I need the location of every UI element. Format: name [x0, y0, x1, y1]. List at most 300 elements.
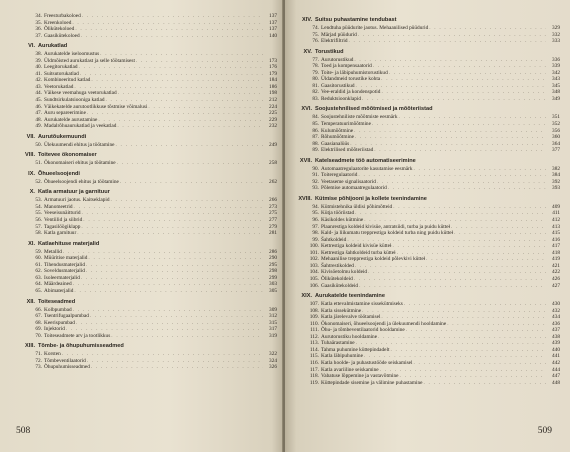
entry-page: 384: [552, 172, 560, 179]
entry-title: Soojustehniliste mõõtmiste eesmärk: [321, 114, 398, 121]
entry-title: Õhupuhumisseadmed: [44, 364, 90, 371]
entry-page: 436: [552, 320, 560, 327]
entry-title: Kreenkoloed: [44, 19, 72, 26]
entry-number: 65.: [35, 287, 42, 294]
entry-number: 45.: [35, 97, 42, 104]
chapter-heading: [295, 102, 560, 114]
entry-page: 317: [269, 326, 277, 333]
entry-page: 377: [552, 147, 560, 154]
entry-title: Korsten: [44, 351, 61, 358]
entry-title: Auru separeerimine: [44, 110, 86, 117]
dot-leader: [119, 179, 263, 186]
entry-title: Toiteregulaatorid: [321, 172, 358, 179]
entry-number: 119.: [309, 379, 319, 386]
chapter-title: Tõmbe- ja õhupuhumisseadmed: [38, 343, 124, 350]
dot-leader: [90, 364, 263, 371]
entry-page: 439: [552, 340, 560, 347]
entry-title: Mehaanilise trepprestiga koldeid põlevkivi kütteł: [321, 256, 426, 263]
chapter-number: XV.: [303, 48, 312, 55]
entry-title: Katla ettevalmistamine sissekütmiseks: [321, 301, 403, 308]
entry-number: 59.: [35, 248, 42, 255]
dot-leader: [73, 288, 263, 295]
chapter-title: Aurutõukemuundi: [38, 133, 87, 140]
chapter-heading: [295, 289, 560, 301]
entry-number: 48.: [35, 116, 42, 123]
chapter-heading: [295, 45, 560, 57]
entry-number: 60.: [35, 255, 42, 262]
entry-page: 442: [552, 359, 560, 366]
entry-number: 49.: [35, 123, 42, 130]
entry-title: Ökonomaiseri ehitus ja töötamine: [44, 160, 116, 167]
entry-number: 107.: [309, 301, 319, 308]
entry-page: 440: [552, 346, 560, 353]
entry-number: 68.: [35, 319, 42, 326]
entry-number: 112.: [309, 333, 319, 340]
entry-title: Kald- ja liikumatu trepprestiga koldeid turba ning puidu kütteł: [321, 230, 454, 237]
chapter-title: Õhueelsoojendi: [38, 170, 80, 177]
right-page: [285, 0, 570, 452]
entry-title: Väikese veemahuga veetorukatlad: [44, 90, 117, 97]
page-number: 508: [16, 426, 31, 436]
entry-title: Toiteseadmete arv ja tootlikkus: [44, 332, 111, 339]
entry-page: 412: [552, 217, 560, 224]
entry-title: Ülekuumendi ehitus ja töötamine: [44, 141, 115, 148]
entry-page: 392: [552, 178, 560, 185]
entry-page: 419: [552, 256, 560, 263]
entry-page: 309: [269, 306, 277, 313]
entry-page: 299: [269, 274, 277, 281]
entry-number: 72.: [35, 357, 42, 364]
chapter-title: Soojustehnilised mõõtmised ja mõõteriistad: [315, 106, 433, 113]
entry-number: 41.: [35, 70, 42, 77]
entry-title: Kulumõõtmine: [321, 127, 354, 134]
entry-page: 266: [269, 197, 277, 204]
entry-page: 329: [552, 25, 560, 31]
toc-entry: [18, 364, 277, 371]
entry-number: 114.: [309, 346, 319, 353]
chapter-number: VII.: [26, 133, 35, 140]
entry-title: Gaasitorustikud: [321, 82, 355, 89]
entry-page: 333: [552, 38, 560, 45]
entry-page: 349: [552, 95, 560, 102]
entry-number: 86.: [312, 127, 319, 134]
entry-page: 137: [269, 19, 277, 26]
entry-page: 438: [552, 333, 560, 340]
entry-title: Freesturbakoloed: [44, 13, 81, 19]
entry-number: 103.: [309, 262, 319, 269]
entry-title: Gaasikütekoldeid: [321, 282, 359, 289]
entry-title: Märjad püüdurid: [321, 31, 357, 38]
entry-title: Õlikütekoloed: [44, 26, 75, 33]
entry-number: 52.: [35, 178, 42, 185]
entry-number: 115.: [309, 353, 319, 360]
entry-title: Lendtuha püüdurite jaotus. Mehaanilised püüdurid: [321, 25, 429, 31]
dot-leader: [80, 33, 263, 40]
entry-title: Aurutorustiku hooldamine: [321, 333, 378, 340]
entry-page: 382: [552, 165, 560, 172]
entry-page: 319: [269, 332, 277, 339]
entry-title: Plaanrestiga koldeid kivisüe, antratsiidi, turba ja puidu kütteł: [321, 223, 451, 230]
entry-title: Vee-eraldid ja kondenspotid: [321, 89, 381, 96]
entry-number: 57.: [35, 223, 42, 230]
entry-page: 225: [269, 110, 277, 117]
entry-page: 416: [552, 236, 560, 243]
chapter-number: XIII.: [25, 343, 35, 350]
entry-number: 92.: [312, 178, 319, 185]
entry-number: 108.: [309, 307, 319, 314]
entry-page: 413: [552, 223, 560, 230]
entry-page: 273: [269, 203, 277, 210]
chapter-title: Toiteseadmed: [38, 298, 76, 305]
entry-page: 303: [269, 281, 277, 288]
entry-number: 75.: [312, 31, 319, 38]
entry-title: Madalrõhuaurukatlad ja veekatlad: [44, 123, 117, 130]
entry-number: 40.: [35, 64, 42, 71]
entry-page: 356: [552, 127, 560, 134]
toc-left: [18, 13, 277, 371]
entry-title: Injektorid: [44, 326, 65, 333]
chapter-title: Aurukatlad: [38, 43, 68, 50]
entry-title: Tsentrifugaalpumbad: [44, 313, 89, 320]
entry-page: 137: [269, 26, 277, 33]
dot-leader: [116, 160, 263, 167]
entry-page: 409: [552, 203, 560, 210]
entry-title: Veeseisunäitturid: [44, 210, 81, 217]
entry-number: 58.: [35, 230, 42, 237]
entry-number: 110.: [309, 320, 319, 327]
entry-title: Õhu- ja tõmbeventilaatorid hooldamine: [321, 327, 405, 334]
entry-page: 137: [269, 13, 277, 19]
chapter-title: Torustikud: [315, 48, 344, 55]
entry-title: Elektrilised mõõteriistad: [321, 147, 374, 154]
entry-page: 258: [269, 160, 277, 167]
entry-title: Tagasilöögiklapp: [44, 223, 81, 230]
entry-number: 56.: [35, 217, 42, 224]
entry-title: Ökonomaiseri, õhueelsoojendi ja ülekuumendi hooldamine: [321, 320, 447, 327]
entry-title: Põlemise automaatregulaatorid: [321, 185, 387, 192]
entry-page: 232: [269, 123, 277, 130]
entry-number: 34.: [35, 13, 42, 19]
entry-number: 35.: [35, 19, 42, 26]
entry-number: 116.: [309, 359, 319, 366]
entry-title: Kombineeritud katlad: [44, 77, 91, 84]
entry-number: 67.: [35, 313, 42, 320]
chapter-number: XVII.: [299, 157, 312, 164]
entry-number: 64.: [35, 281, 42, 288]
entry-title: Armatuuri jaotus. Kaitseklapid: [44, 197, 110, 204]
entry-page: 140: [269, 32, 277, 39]
entry-title: Soveldusmaterjalid: [44, 268, 85, 275]
entry-page: 444: [552, 366, 560, 373]
entry-title: Veetorukatlad: [44, 83, 74, 90]
entry-page: 447: [552, 373, 560, 380]
entry-page: 275: [269, 210, 277, 217]
entry-title: Veetaseme signalisaatorid: [321, 178, 376, 185]
entry-number: 71.: [35, 351, 42, 358]
entry-number: 66.: [35, 306, 42, 313]
entry-number: 105.: [309, 275, 319, 282]
entry-number: 73.: [35, 364, 42, 371]
entry-title: Šahtkoldeid: [321, 236, 347, 243]
chapter-title: Katlaehituse materjalid: [38, 240, 100, 247]
entry-title: Šahtrestikolded: [321, 262, 354, 269]
entry-number: 81.: [312, 82, 319, 89]
chapter-heading: [18, 295, 277, 307]
entry-number: 76.: [312, 38, 319, 45]
entry-title: Õlikütekoldeid: [321, 275, 353, 282]
entry-page: 352: [552, 121, 560, 128]
entry-number: 62.: [35, 268, 42, 275]
entry-number: 96.: [312, 217, 319, 224]
entry-page: 229: [269, 116, 277, 123]
entry-number: 93.: [312, 185, 319, 192]
entry-number: 104.: [309, 269, 319, 276]
entry-page: 343: [552, 76, 560, 83]
entry-title: Üldandmeid torustike kohta: [321, 76, 381, 83]
entry-title: Katla avariiline seiskamine: [321, 366, 379, 373]
entry-page: 411: [552, 210, 560, 217]
entry-number: 44.: [35, 90, 42, 97]
chapter-heading: [295, 13, 560, 25]
toc-right: [295, 13, 560, 386]
entry-title: Ventiilid ja siibrid: [44, 217, 83, 224]
entry-title: Väikekatelde aurutootlikkuse tõstmise võimalusi: [44, 103, 148, 110]
entry-title: Katla sissekütmine: [321, 307, 362, 314]
entry-page: 322: [269, 351, 277, 358]
entry-number: 88.: [312, 140, 319, 147]
entry-number: 97.: [312, 223, 319, 230]
entry-page: 360: [552, 134, 560, 141]
entry-page: 430: [552, 301, 560, 308]
entry-page: 441: [552, 353, 560, 360]
chapter-heading: [295, 192, 560, 204]
chapter-heading: [18, 237, 277, 249]
entry-page: 324: [269, 357, 277, 364]
dot-leader: [423, 380, 547, 387]
entry-title: Kettrestiga šahtkoldeid turba kütteł: [321, 249, 396, 256]
entry-title: Aurukatelde iseloomustus: [44, 51, 100, 58]
entry-page: 421: [552, 262, 560, 269]
entry-page: 279: [269, 223, 277, 230]
entry-title: Isoleermaterjalid: [44, 274, 80, 281]
entry-number: 90.: [312, 165, 319, 172]
chapter-number: XVIII.: [298, 195, 312, 202]
entry-number: 74.: [312, 25, 319, 31]
entry-page: 342: [552, 69, 560, 76]
entry-page: 179: [269, 70, 277, 77]
entry-title: Gaasikütekoloed: [44, 32, 80, 39]
entry-page: 312: [269, 313, 277, 320]
entry-title: Katla läbipuhumine: [321, 353, 363, 360]
entry-number: 80.: [312, 76, 319, 83]
dot-leader: [114, 142, 263, 149]
entry-title: Määrdeained: [44, 281, 72, 288]
chapter-title: Katelseadmete töö automatiseerimine: [315, 157, 416, 164]
dot-leader: [116, 123, 263, 130]
entry-title: Temperatuurimõõtmine: [321, 121, 371, 128]
entry-number: 109.: [309, 314, 319, 321]
entry-title: Aurukatelde aurustamine: [44, 116, 98, 123]
entry-title: Kütja tööriistad: [321, 210, 355, 217]
chapter-number: XVI.: [301, 106, 312, 113]
entry-number: 99.: [312, 236, 319, 243]
entry-number: 39.: [35, 57, 42, 64]
entry-title: Vabatuse lõppemine ja vastavõtmine: [321, 373, 399, 380]
entry-number: 38.: [35, 51, 42, 58]
entry-number: 84.: [312, 114, 319, 121]
entry-page: 426: [552, 275, 560, 282]
entry-page: 298: [269, 268, 277, 275]
entry-title: Tahma puhumine küttepindadelt: [321, 346, 390, 353]
entry-page: 262: [269, 178, 277, 185]
entry-page: 332: [552, 31, 560, 38]
entry-number: 37.: [35, 32, 42, 39]
entry-title: Katla järelevalve töötamisel: [321, 314, 381, 321]
entry-title: Õhueelsoojendi ehitus ja töötamine: [44, 178, 119, 185]
entry-number: 70.: [35, 332, 42, 339]
toc-entry: [295, 380, 560, 387]
chapter-number: VI.: [28, 43, 35, 50]
entry-number: 42.: [35, 77, 42, 84]
chapter-heading: [18, 39, 277, 51]
entry-title: Elektrifiltrid: [321, 38, 348, 45]
chapter-heading: [18, 185, 277, 197]
entry-number: 89.: [312, 147, 319, 154]
entry-title: Müüritise materjalid: [44, 255, 88, 262]
entry-page: 415: [552, 230, 560, 237]
entry-page: 393: [552, 185, 560, 192]
entry-title: Rõhumõõtmine: [321, 134, 354, 141]
entry-number: 51.: [35, 160, 42, 167]
entry-title: Üldmõisted aurukatlast ja selle töötamisest: [44, 57, 135, 64]
entry-number: 100.: [309, 243, 319, 250]
chapter-title: Katla armatuur ja garnituur: [38, 189, 110, 196]
entry-page: 339: [552, 63, 560, 70]
entry-number: 85.: [312, 121, 319, 128]
entry-title: Tihendusmaterjalid: [44, 261, 85, 268]
entry-title: Tõmbeventilaatorid: [44, 357, 86, 364]
entry-title: Automaatregulaatorite kasutamise eesmärk: [321, 165, 413, 172]
entry-title: Sundtsirkulatsiooniga katlad: [44, 97, 105, 104]
entry-title: Kivisöetolmu koldeid: [321, 269, 368, 276]
chapter-title: Suitsu puhastamine tendubast: [315, 17, 397, 23]
chapter-heading: [18, 148, 277, 160]
entry-title: Reduktsioonklapid: [321, 95, 362, 102]
chapter-number: XIV.: [301, 17, 312, 23]
entry-number: 94.: [312, 203, 319, 210]
dot-leader: [347, 38, 546, 45]
chapter-heading: [18, 167, 277, 179]
entry-page: 348: [552, 89, 560, 96]
entry-title: Kütmistehnika üldisi põhimõtteid: [321, 203, 393, 210]
chapter-number: X.: [29, 189, 35, 196]
chapter-number: XIX.: [301, 293, 312, 300]
entry-number: 36.: [35, 26, 42, 33]
entry-title: Toite- ja läbipuhumistorustikud: [321, 69, 388, 76]
entry-page: 212: [269, 97, 277, 104]
chapter-heading: [18, 339, 277, 351]
entry-number: 43.: [35, 83, 42, 90]
entry-title: Katla garnituur: [44, 230, 77, 237]
entry-page: 417: [552, 243, 560, 250]
entry-page: 434: [552, 314, 560, 321]
entry-page: 286: [269, 248, 277, 255]
chapter-heading: [295, 154, 560, 166]
chapter-number: XII.: [26, 298, 35, 305]
entry-title: Leegitorukatlad: [44, 64, 78, 71]
entry-number: 79.: [312, 69, 319, 76]
entry-title: Abimaterjalid: [44, 287, 74, 294]
entry-page: 173: [269, 57, 277, 64]
entry-page: 277: [269, 217, 277, 224]
entry-number: 95.: [312, 210, 319, 217]
entry-title: Keerispumbad: [44, 319, 75, 326]
entry-title: Metallid: [44, 248, 62, 255]
chapter-heading: [18, 130, 277, 142]
entry-title: Toed ja kompensaatorid: [321, 63, 372, 70]
entry-page: 281: [269, 230, 277, 237]
entry-page: 290: [269, 255, 277, 262]
entry-title: Tuhaärastamine: [321, 340, 355, 347]
entry-page: 184: [269, 77, 277, 84]
entry-page: 198: [269, 90, 277, 97]
entry-title: Manomeetrid: [44, 203, 73, 210]
chapter-title: Kütmise põhijooni ja kollete teenindamine: [315, 195, 427, 202]
entry-title: Kolbpumbad: [44, 306, 72, 313]
entry-number: 98.: [312, 230, 319, 237]
chapter-number: IX.: [28, 170, 35, 177]
entry-title: Aurutorustikud: [321, 56, 354, 63]
dot-leader: [358, 283, 546, 290]
entry-number: 46.: [35, 103, 42, 110]
entry-number: 53.: [35, 197, 42, 204]
entry-number: 113.: [309, 340, 319, 347]
entry-number: 82.: [312, 89, 319, 96]
entry-number: 47.: [35, 110, 42, 117]
entry-number: 63.: [35, 274, 42, 281]
entry-number: 50.: [35, 141, 42, 148]
chapter-number: VIII.: [25, 152, 35, 159]
entry-page: 295: [269, 261, 277, 268]
entry-page: 432: [552, 307, 560, 314]
entry-number: 83.: [312, 95, 319, 102]
entry-number: 54.: [35, 203, 42, 210]
entry-title: Suitsutorukatlad: [44, 70, 79, 77]
dot-leader: [110, 333, 263, 340]
entry-page: 336: [552, 56, 560, 63]
chapter-title: Toiteveе ökonomaiser: [38, 152, 97, 159]
entry-page: 249: [269, 141, 277, 148]
entry-number: 69.: [35, 326, 42, 333]
entry-page: 305: [269, 287, 277, 294]
entry-page: 176: [269, 64, 277, 71]
entry-page: 418: [552, 249, 560, 256]
entry-page: 224: [269, 103, 277, 110]
dot-leader: [76, 230, 263, 237]
entry-page: 315: [269, 319, 277, 326]
entry-title: Käsikoldes kütmine: [321, 217, 364, 224]
entry-number: 61.: [35, 261, 42, 268]
entry-number: 111.: [310, 327, 319, 334]
entry-number: 77.: [312, 56, 319, 63]
chapter-title: Aurukatelde teenindamine: [315, 293, 385, 300]
entry-page: 186: [269, 83, 277, 90]
page-number: 509: [537, 426, 552, 436]
entry-number: 91.: [312, 172, 319, 179]
entry-page: 351: [552, 114, 560, 121]
entry-number: 102.: [309, 256, 319, 263]
entry-page: 437: [552, 327, 560, 334]
